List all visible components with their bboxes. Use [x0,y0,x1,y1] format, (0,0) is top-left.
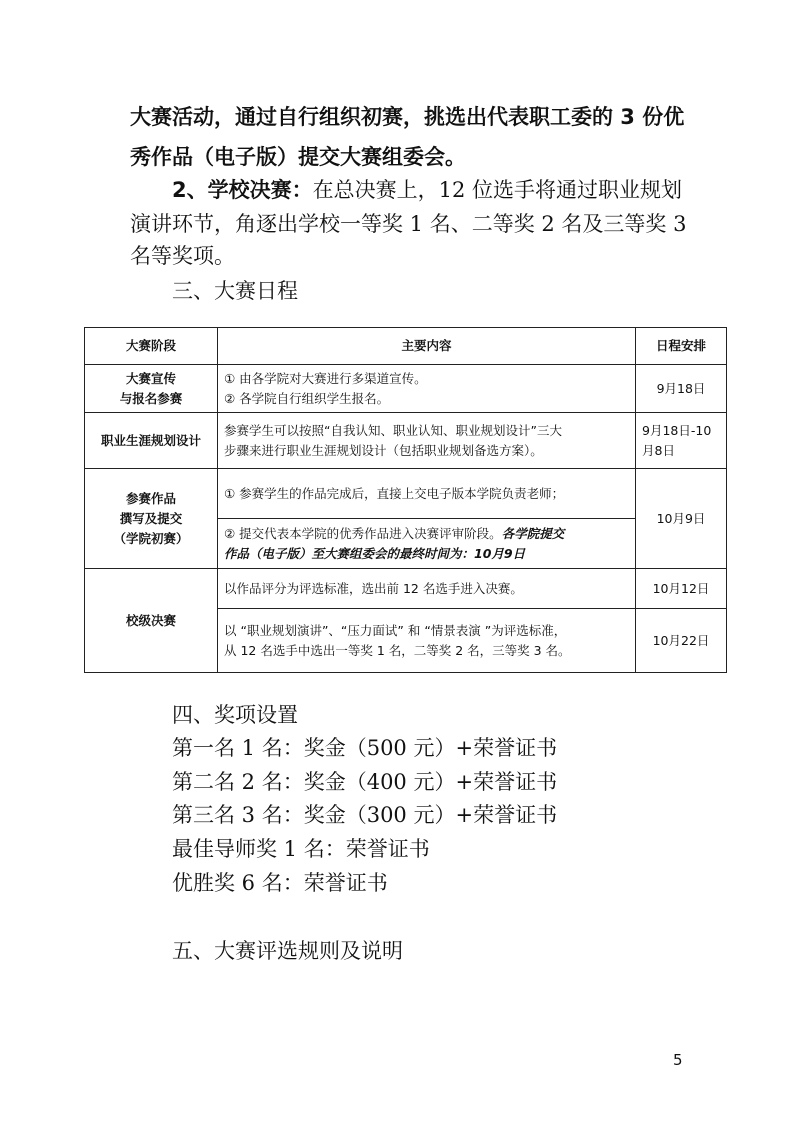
section-3-title: 三、大赛日程 [172,279,298,303]
content-text: 从 12 名选手中选出一等奖 1 名，二等奖 2 名，三等奖 3 名。 [224,642,571,658]
award-item: 第一名 1 名：奖金（500 元）+荣誉证书 [172,736,558,760]
content-text: 以 “职业规划演讲”、“压力面试” 和 “情景表演 ”为评选标准， [224,622,567,638]
table-row [85,469,727,519]
header-stage: 大赛阶段 [85,328,218,365]
schedule-table [84,327,727,673]
stage-cell [85,365,218,413]
intro-line-4: 演讲环节，角逐出学校一等奖 1 名、二等奖 2 名及三等奖 3 [130,212,687,236]
deadline-emphasis: 各学院提交 [501,525,565,541]
final-paragraph [172,176,682,204]
award-item: 最佳导师奖 1 名：荣誉证书 [172,837,430,861]
award-item: 第三名 3 名：奖金（300 元）+荣誉证书 [172,803,558,827]
content-cell [218,413,636,469]
content-cell [218,609,636,673]
table-row [85,413,727,469]
table-row [85,365,727,413]
content-text: ① 由各学院对大赛进行多渠道宣传。 [224,370,427,386]
date-cell: 10月22日 [636,609,727,673]
content-text: 步骤来进行职业生涯规划设计（包括职业规划备选方案）。 [224,442,543,458]
date-text: 9月18日-10 [642,422,712,438]
award-item: 第二名 2 名：奖金（400 元）+荣誉证书 [172,770,558,794]
intro-line-5: 名等奖项。 [130,244,235,268]
date-cell: 10月12日 [636,569,727,609]
stage-cell: 职业生涯规划设计 [85,413,218,469]
deadline-emphasis: 作品（电子版）至大赛组委会的最终时间为：10月9日 [224,545,526,561]
header-date: 日程安排 [636,328,727,365]
section-4-title: 四、奖项设置 [172,703,298,727]
stage-text: 与报名参赛 [119,390,183,406]
intro-line-2: 秀作品（电子版）提交大赛组委会。 [130,145,466,169]
stage-text: 参赛作品 [125,490,176,506]
content-text: ② 提交代表本学院的优秀作品进入决赛评审阶段。 [224,525,502,541]
page-number: 5 [673,1051,683,1069]
table-row [85,569,727,609]
date-cell: 9月18日 [636,365,727,413]
content-text: ② 各学院自行组织学生报名。 [224,390,390,406]
date-text: 月8日 [642,442,675,458]
date-cell [636,413,727,469]
final-label: 2、学校决赛： [172,178,313,202]
content-cell [218,365,636,413]
content-cell: ① 参赛学生的作品完成后，直接上交电子版本学院负责老师； [218,469,636,519]
award-item: 优胜奖 6 名：荣誉证书 [172,871,388,895]
section-5-title: 五、大赛评选规则及说明 [172,939,403,963]
header-content: 主要内容 [218,328,636,365]
stage-cell: 校级决赛 [85,569,218,673]
content-cell [218,519,636,569]
date-cell: 10月9日 [636,469,727,569]
content-text: 参赛学生可以按照“自我认知、职业认知、职业规划设计”三大 [224,422,562,438]
stage-text: 大赛宣传 [125,370,176,386]
table-header-row [85,328,727,365]
final-text: 在总决赛上，12 位选手将通过职业规划 [312,178,683,202]
stage-text: （学院初赛） [113,530,189,546]
intro-line-1: 大赛活动，通过自行组织初赛，挑选出代表职工委的 3 份优 [130,105,685,129]
stage-text: 撰写及提交 [119,510,183,526]
stage-cell [85,469,218,569]
content-cell: 以作品评分为评选标准，选出前 12 名选手进入决赛。 [218,569,636,609]
